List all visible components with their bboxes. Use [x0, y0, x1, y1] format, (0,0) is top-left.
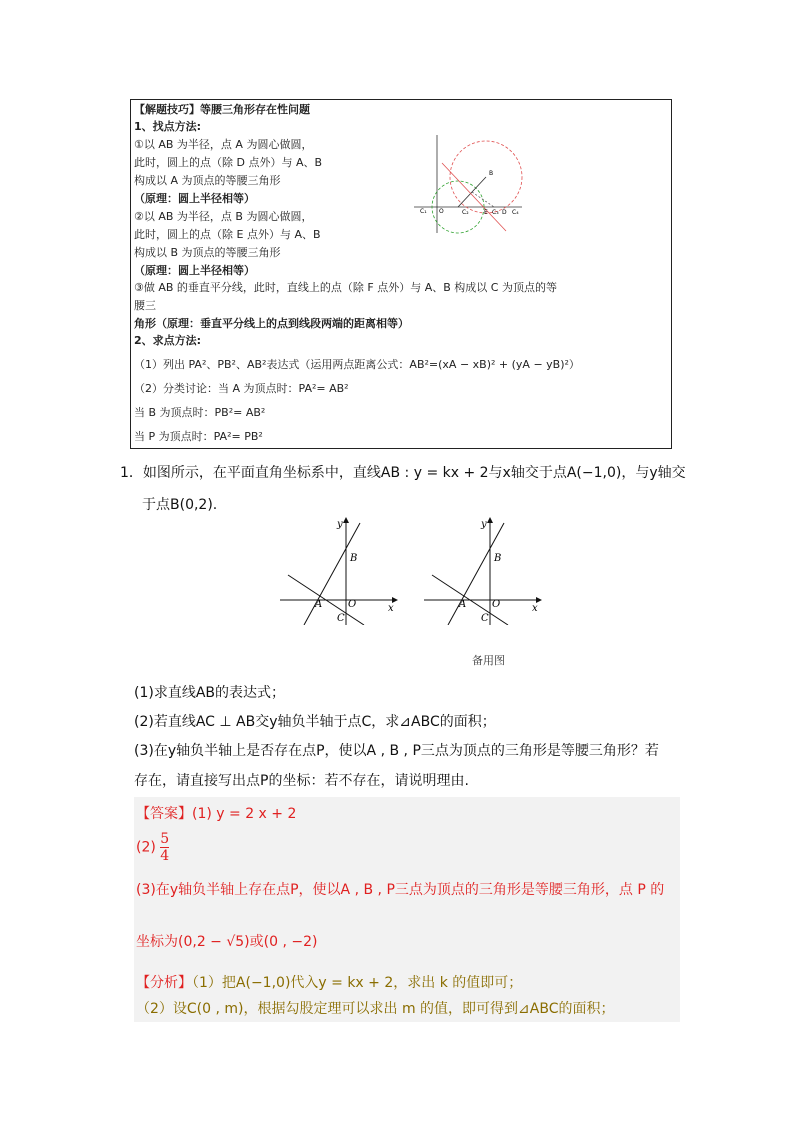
answer-block: [134, 797, 680, 1022]
graph-label: x: [388, 603, 394, 614]
answer-3: (3)在y轴负半轴上存在点P，使以A , B , P三点为顶点的三角形是等腰三角形，点 P 的: [136, 882, 665, 898]
tips-box: [130, 99, 672, 449]
graph-label: x: [532, 603, 538, 614]
answer-2-fraction: [160, 831, 169, 864]
tips-line: （原理：圆上半径相等）: [134, 264, 255, 277]
tips-line: ③做 AB 的垂直平分线，此时，直线上的点（除 F 点外）与 A、B 构成以 C 为顶点的等: [134, 281, 557, 294]
question-part-1: (1)求直线AB的表达式；: [134, 685, 286, 701]
analysis-1: [136, 972, 522, 992]
helper-line: [472, 192, 494, 207]
circles-figure: [414, 135, 524, 235]
tips-line: 当 P 为顶点时：PA²= PB²: [134, 430, 263, 443]
tips-line: 构成以 A 为顶点的等腰三角形: [134, 174, 281, 187]
tips-line: 2、求点方法:: [134, 334, 202, 347]
graph-label: O: [492, 599, 501, 610]
tips-line: （2）分类讨论：当 A 为顶点时：PA²= AB²: [134, 382, 349, 395]
analysis-1-text: （1）把A(−1,0)代入y = kx + 2，求出 k 的值即可；: [192, 975, 523, 991]
tips-line: 1、找点方法:: [134, 120, 202, 133]
answer-2-prefix: (2): [136, 839, 156, 856]
graph-label: y: [481, 519, 487, 530]
tips-line: 此时，圆上的点（除 D 点外）与 A、B: [134, 156, 323, 169]
question-part-2: (2)若直线AC ⊥ AB交y轴负半轴于点C，求⊿ABC的面积；: [134, 714, 496, 730]
tips-line: 此时，圆上的点（除 E 点外）与 A、B: [134, 228, 321, 241]
tips-line: 角形（原理：垂直平分线上的点到线段两端的距离相等）: [134, 317, 409, 330]
fig-label: E: [484, 209, 488, 216]
answer-tag: 【答案】: [136, 806, 192, 822]
tips-title: 【解题技巧】等腰三角形存在性问题: [134, 103, 310, 116]
tips-line: 构成以 B 为顶点的等腰三角形: [134, 246, 281, 259]
figure-caption: 备用图: [472, 654, 505, 667]
answer-1: [136, 803, 296, 823]
answer-3-cont: 坐标为(0,2 − √5)或(0 , −2): [136, 934, 318, 950]
question-line-1: 1．如图所示，在平面直角坐标系中，直线AB : y = kx + 2与x轴交于点A(−1,0)，与y轴交: [120, 465, 686, 481]
arrow-icon: [487, 517, 493, 523]
tips-line: （原理：圆上半径相等）: [134, 192, 255, 205]
graph-main: [280, 515, 400, 625]
answer-1-text: (1) y = 2 x + 2: [192, 806, 297, 822]
fraction-numerator: 5: [160, 831, 170, 847]
fraction-denominator: 4: [160, 848, 170, 864]
fig-label: C₁: [420, 208, 427, 215]
question-part-3-cont: 存在，请直接写出点P的坐标：若不存在，请说明理由.: [134, 773, 469, 789]
fig-label: D: [502, 209, 507, 216]
graph-label: A: [315, 599, 323, 610]
tips-line: ①以 AB 为半径，点 A 为圆心做圆，: [134, 138, 313, 151]
fig-label: C₃: [492, 209, 499, 216]
graph-label: O: [348, 599, 357, 610]
question-line-2: 于点B(0,2).: [142, 497, 218, 513]
analysis-tag: 【分析】: [136, 975, 192, 991]
answer-2: [136, 831, 169, 864]
fig-label: B: [489, 170, 494, 177]
analysis-2: （2）设C(0 , m)，根据勾股定理可以求出 m 的值，即可得到⊿ABC的面积；: [136, 1001, 615, 1017]
question-part-3: (3)在y轴负半轴上是否存在点P，使以A , B , P三点为顶点的三角形是等腰三角形？若: [134, 743, 659, 759]
perp-bisector: [442, 163, 506, 231]
arrow-icon: [343, 517, 349, 523]
tips-line: 当 B 为顶点时：PB²= AB²: [134, 406, 266, 419]
fig-label: C₂: [462, 209, 469, 216]
graph-label: B: [350, 553, 358, 564]
graph-label: B: [494, 553, 502, 564]
tips-line: ②以 AB 为半径，点 B 为圆心做圆，: [134, 210, 313, 223]
graph-label: C: [481, 613, 489, 624]
tips-line: （1）列出 PA²、PB²、AB²表达式（运用两点距离公式：AB²=(xA − xB)² + (yA − yB)²）: [134, 358, 580, 371]
graph-backup: [424, 515, 544, 625]
fig-label: C₄: [512, 209, 519, 216]
tips-line: 腰三: [134, 299, 156, 312]
fig-label: O: [439, 208, 444, 215]
graph-label: y: [337, 519, 343, 530]
graph-label: C: [337, 613, 345, 624]
graph-label: A: [459, 599, 467, 610]
